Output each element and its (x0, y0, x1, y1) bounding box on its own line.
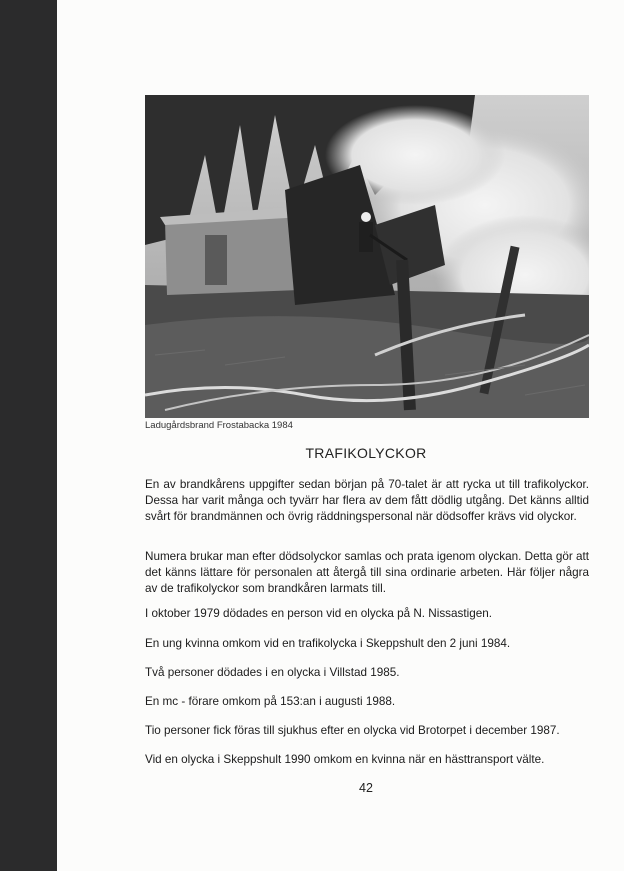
accident-item: En ung kvinna omkom vid en trafikolycka i Skeppshult den 2 juni 1984. (145, 637, 511, 650)
accident-item: Två personer dödades i en olycka i Villstad 1985. (145, 666, 400, 679)
debrief-paragraph: Numera brukar man efter dödsolyckor samlas och prata igenom olyckan. Detta gör att det känns lättare för personalen att återgå till sina ordinarie arbeten. Här följer några av de trafikolyckor som brandkåren larmats till. (145, 550, 589, 595)
fire-photo-icon (145, 95, 589, 418)
binding-shadow (0, 0, 57, 871)
section-title: TRAFIKOLYCKOR (305, 445, 427, 461)
photo-caption: Ladugårdsbrand Frostabacka 1984 (145, 420, 293, 431)
accident-item: En mc - förare omkom på 153:an i augusti 1988. (145, 695, 396, 708)
accident-item: Vid en olycka i Skeppshult 1990 omkom en kvinna när en hästtransport välte. (145, 753, 545, 766)
accident-item: I oktober 1979 dödades en person vid en olycka på N. Nissastigen. (145, 607, 492, 620)
accident-item: Tio personer fick föras till sjukhus efter en olycka vid Brotorpet i december 1987. (145, 724, 560, 737)
page-number: 42 (359, 781, 373, 795)
intro-paragraph: En av brandkårens uppgifter sedan början på 70-talet är att rycka ut till trafikolyckor. Dessa har varit många och tyvärr har flera av dem fått dödlig utgång. Det känns alltid svårt för brandmännen och övrig räddningspersonal när dödsoffer krävs vid olyckor. (145, 478, 589, 523)
barn-fire-photo (145, 95, 589, 418)
